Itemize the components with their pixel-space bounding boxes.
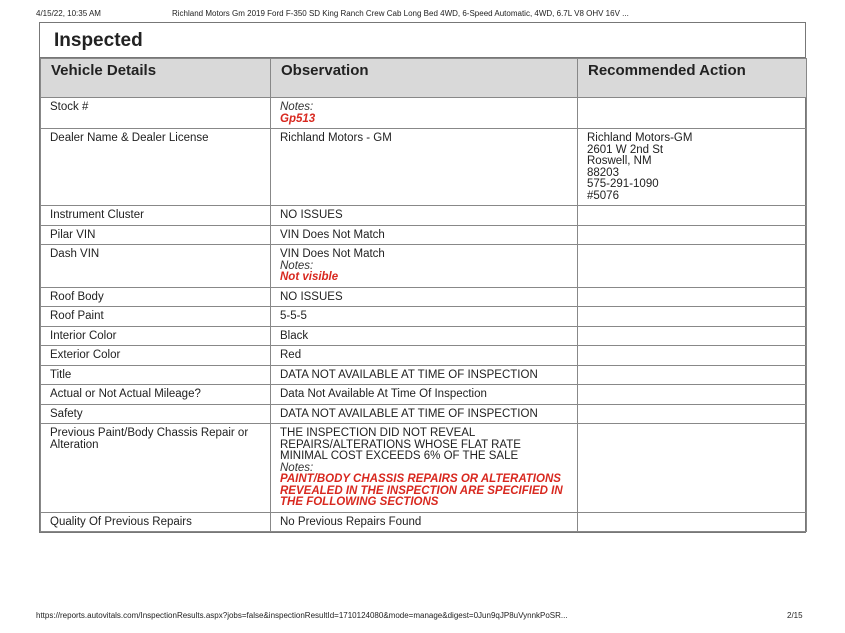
recommended-action-cell bbox=[578, 129, 807, 206]
recommended-action-cell bbox=[578, 245, 807, 288]
recommended-action-cell bbox=[578, 346, 807, 366]
observation-text: Richland Motors - GM bbox=[280, 132, 392, 144]
observation-cell bbox=[271, 385, 578, 405]
table-row bbox=[41, 346, 807, 366]
recommended-action-cell bbox=[578, 307, 807, 327]
vehicle-detail-cell: Title bbox=[41, 365, 271, 385]
observation-text: VIN Does Not Match bbox=[280, 248, 385, 260]
column-header-recommended-action: Recommended Action bbox=[578, 59, 807, 98]
observation-text: 5-5-5 bbox=[280, 310, 307, 322]
table-row bbox=[41, 326, 807, 346]
table-row bbox=[41, 98, 807, 129]
observation-text: Data Not Available At Time Of Inspection bbox=[280, 388, 487, 400]
notes-value: Not visible bbox=[280, 271, 339, 283]
recommended-action-line: 575-291-1090 bbox=[587, 178, 659, 190]
vehicle-detail-cell: Dash VIN bbox=[41, 245, 271, 288]
observation-text: THE INSPECTION DID NOT REVEAL REPAIRS/ALTERATIONS WHOSE FLAT RATE MINIMAL COST EXCEEDS 6% OF THE SALE bbox=[280, 427, 521, 462]
observation-cell bbox=[271, 245, 578, 288]
notes-label: Notes: bbox=[280, 259, 314, 272]
print-page-title: Richland Motors Gm 2019 Ford F-350 SD King Ranch Crew Cab Long Bed 4WD, 6-Speed Automatic, 4WD, 6.7L V8 OHV 16V ... bbox=[172, 9, 629, 18]
recommended-action-line: #5076 bbox=[587, 189, 619, 202]
observation-text: NO ISSUES bbox=[280, 209, 343, 221]
recommended-action-cell bbox=[578, 206, 807, 226]
vehicle-detail-cell: Roof Body bbox=[41, 287, 271, 307]
vehicle-detail-cell: Roof Paint bbox=[41, 307, 271, 327]
observation-cell bbox=[271, 225, 578, 245]
observation-text: DATA NOT AVAILABLE AT TIME OF INSPECTION bbox=[280, 368, 538, 381]
notes-value: Gp513 bbox=[280, 112, 316, 125]
vehicle-detail-cell: Quality Of Previous Repairs bbox=[41, 512, 271, 532]
recommended-action-cell bbox=[578, 404, 807, 424]
table-row bbox=[41, 385, 807, 405]
observation-text: Red bbox=[280, 349, 302, 361]
table-row bbox=[41, 287, 807, 307]
vehicle-detail-cell: Previous Paint/Body Chassis Repair or Alteration bbox=[41, 424, 271, 513]
observation-cell bbox=[271, 326, 578, 346]
recommended-action-cell bbox=[578, 424, 807, 513]
column-header-vehicle-details: Vehicle Details bbox=[41, 59, 271, 98]
observation-text: No Previous Repairs Found bbox=[280, 515, 422, 528]
observation-cell bbox=[271, 206, 578, 226]
observation-cell bbox=[271, 346, 578, 366]
notes-label: Notes: bbox=[280, 461, 314, 474]
recommended-action-line: 88203 bbox=[587, 166, 619, 179]
inspection-table bbox=[40, 58, 807, 532]
table-row bbox=[41, 404, 807, 424]
recommended-action-cell bbox=[578, 225, 807, 245]
recommended-action-line: 2601 W 2nd St bbox=[587, 143, 664, 156]
observation-cell bbox=[271, 424, 578, 513]
inspection-report bbox=[39, 22, 806, 533]
recommended-action-cell bbox=[578, 326, 807, 346]
table-row bbox=[41, 225, 807, 245]
recommended-action-cell bbox=[578, 512, 807, 532]
observation-cell bbox=[271, 307, 578, 327]
print-date: 4/15/22, 10:35 AM bbox=[36, 9, 101, 18]
observation-text: NO ISSUES bbox=[280, 290, 343, 303]
table-row bbox=[41, 365, 807, 385]
vehicle-detail-cell: Interior Color bbox=[41, 326, 271, 346]
recommended-action-cell bbox=[578, 385, 807, 405]
recommended-action-cell bbox=[578, 287, 807, 307]
observation-text: VIN Does Not Match bbox=[280, 228, 385, 241]
observation-cell bbox=[271, 365, 578, 385]
table-row bbox=[41, 512, 807, 532]
recommended-action-line: Roswell, NM bbox=[587, 155, 652, 167]
section-title: Inspected bbox=[40, 23, 805, 58]
vehicle-detail-cell: Pilar VIN bbox=[41, 225, 271, 245]
observation-cell bbox=[271, 404, 578, 424]
recommended-action-cell bbox=[578, 365, 807, 385]
table-body bbox=[41, 98, 807, 532]
vehicle-detail-cell: Exterior Color bbox=[41, 346, 271, 366]
print-url: https://reports.autovitals.com/InspectionResults.aspx?jobs=false&inspectionResultId=1710124080&mode=manage&digest=0Jun9qJP8uVynnkPoSR... bbox=[36, 611, 568, 620]
table-row bbox=[41, 245, 807, 288]
print-page-number: 2/15 bbox=[787, 611, 803, 620]
table-row bbox=[41, 206, 807, 226]
table-row bbox=[41, 424, 807, 513]
vehicle-detail-cell: Stock # bbox=[41, 98, 271, 129]
observation-text: Black bbox=[280, 329, 309, 342]
vehicle-detail-cell: Dealer Name & Dealer License bbox=[41, 129, 271, 206]
table-row bbox=[41, 129, 807, 206]
recommended-action-cell bbox=[578, 98, 807, 129]
vehicle-detail-cell: Instrument Cluster bbox=[41, 206, 271, 226]
notes-value: PAINT/BODY CHASSIS REPAIRS OR ALTERATIONS REVEALED IN THE INSPECTION ARE SPECIFIED IN THE FOLLOWING SECTIONS bbox=[280, 473, 563, 508]
observation-cell bbox=[271, 287, 578, 307]
vehicle-detail-cell: Actual or Not Actual Mileage? bbox=[41, 385, 271, 405]
observation-text: DATA NOT AVAILABLE AT TIME OF INSPECTION bbox=[280, 407, 538, 420]
table-row bbox=[41, 307, 807, 327]
recommended-action-line: Richland Motors-GM bbox=[587, 132, 693, 144]
vehicle-detail-cell: Safety bbox=[41, 404, 271, 424]
observation-cell bbox=[271, 512, 578, 532]
table-header-row bbox=[41, 59, 807, 98]
column-header-observation: Observation bbox=[271, 59, 578, 98]
observation-cell bbox=[271, 98, 578, 129]
notes-label: Notes: bbox=[280, 101, 314, 113]
observation-cell bbox=[271, 129, 578, 206]
